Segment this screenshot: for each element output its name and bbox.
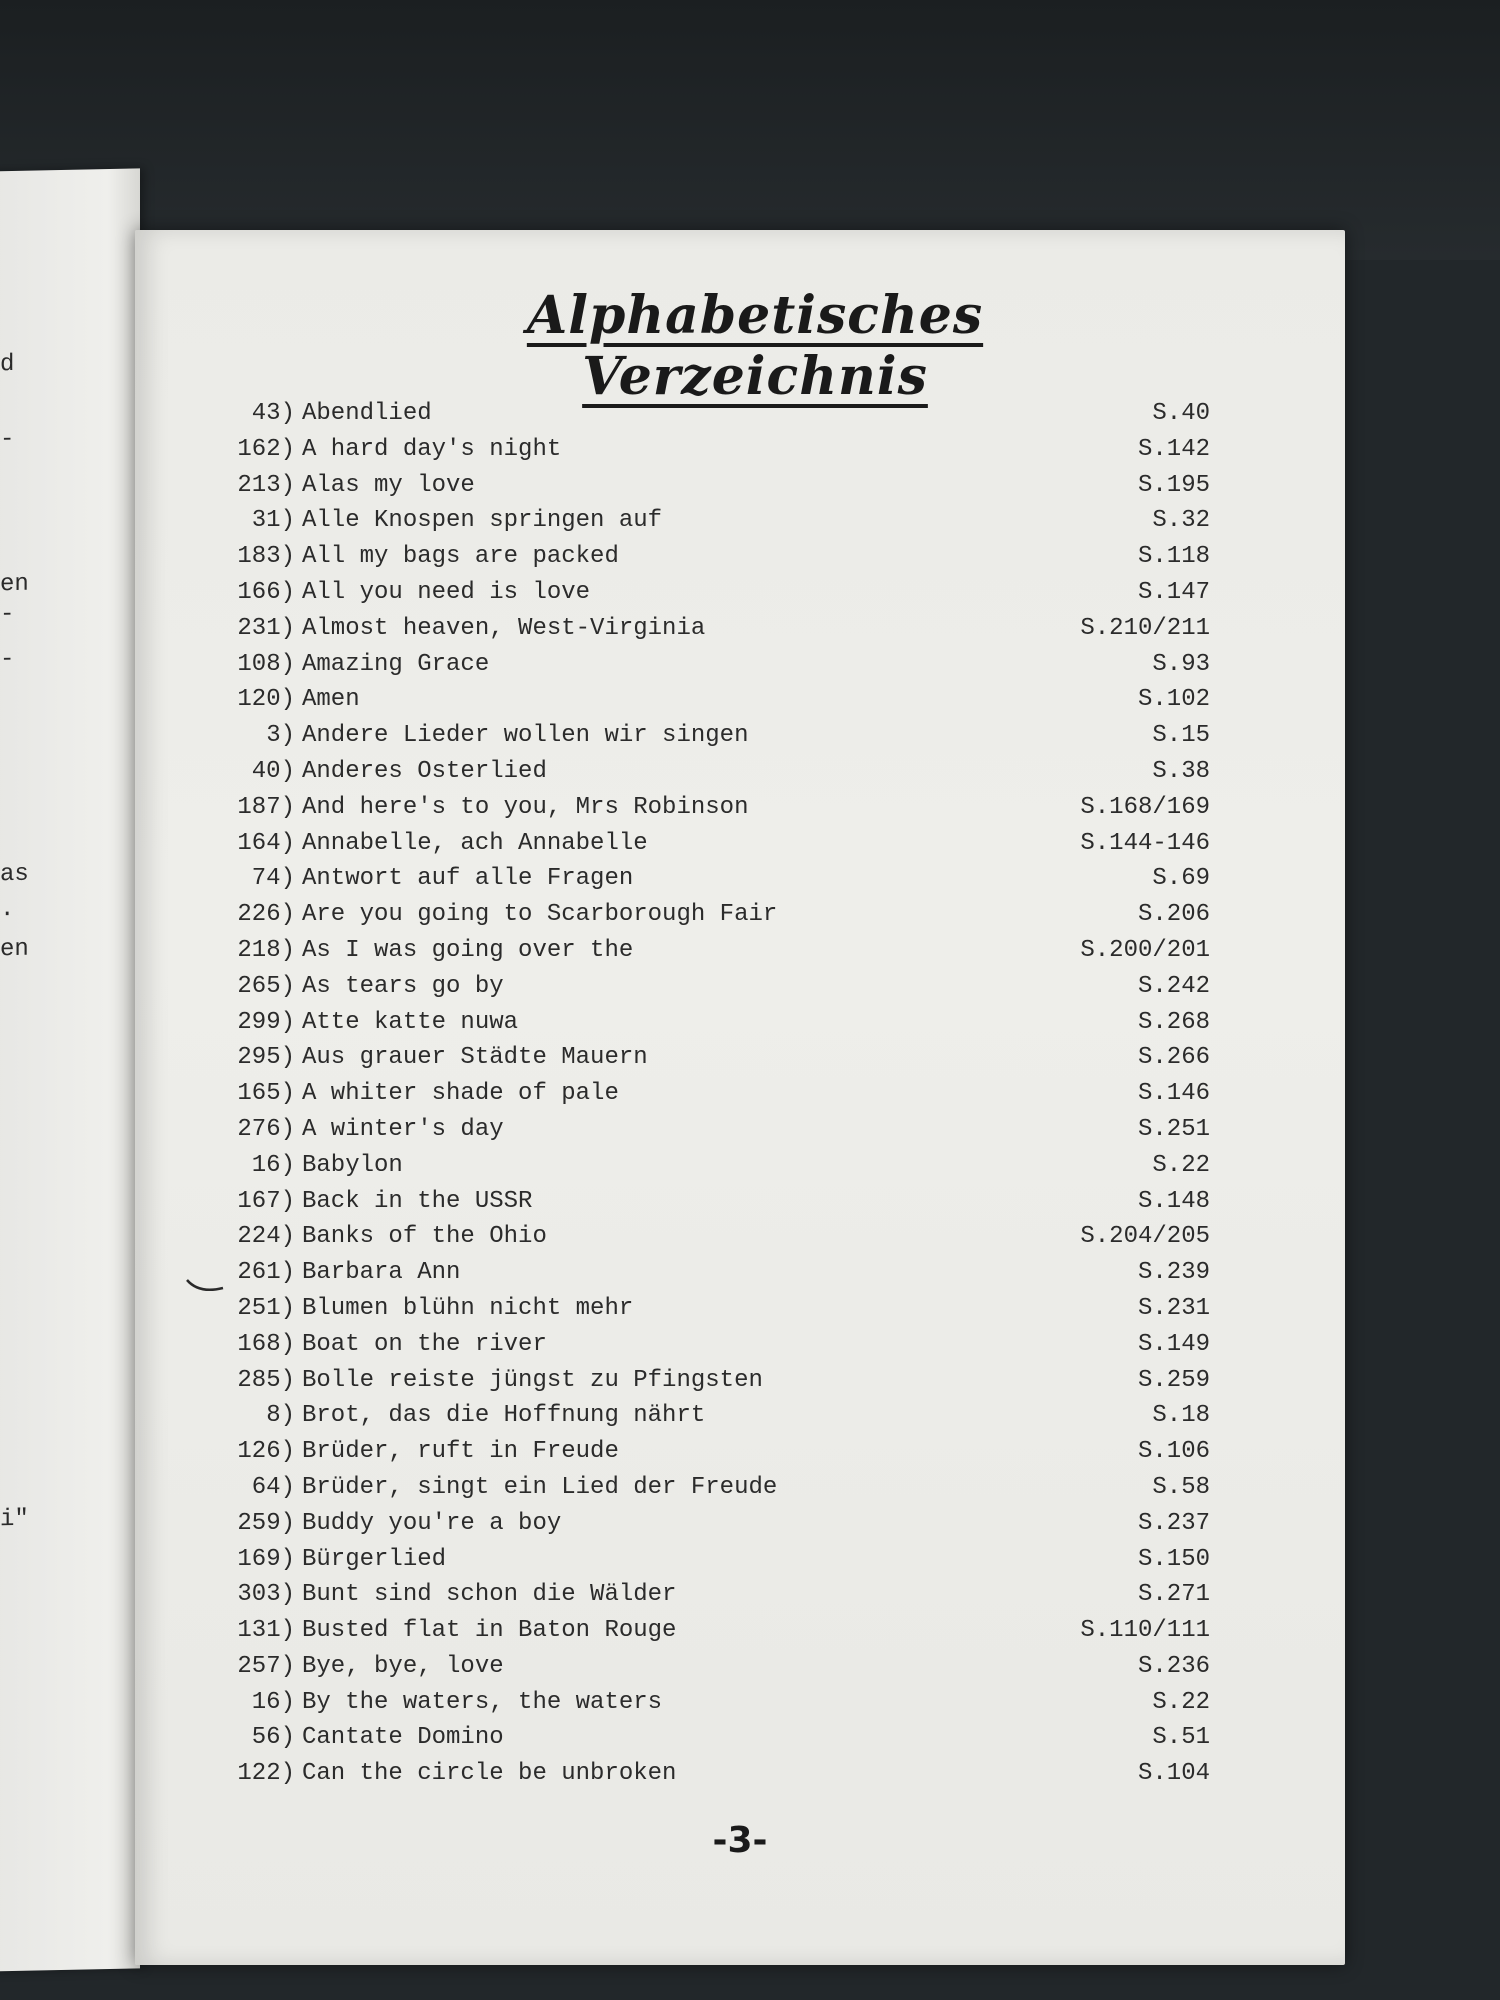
- list-item: [135, 1653, 1345, 1689]
- entry-title: Are you going to Scarborough Fair: [302, 901, 778, 929]
- entry-number: 261): [237, 1259, 295, 1287]
- entry-title: Brot, das die Hoffnung nährt: [302, 1402, 706, 1430]
- left-page-fragment: -: [0, 600, 15, 629]
- entry-page: S.149: [1137, 1330, 1210, 1358]
- entry-number: 183): [237, 543, 295, 571]
- entry-title: Brüder, ruft in Freude: [302, 1438, 619, 1466]
- list-item: [135, 1188, 1345, 1224]
- entry-number: 259): [237, 1509, 295, 1537]
- entry-page: S.239: [1137, 1259, 1210, 1287]
- entry-number: 164): [237, 829, 295, 857]
- entry-number: 265): [237, 972, 295, 1000]
- entry-number: 218): [237, 936, 295, 964]
- entry-title: A whiter shade of pale: [302, 1080, 619, 1108]
- entry-number: 165): [237, 1080, 295, 1108]
- entry-title: Almost heaven, West-Virginia: [302, 614, 706, 642]
- list-item: [135, 1259, 1345, 1295]
- list-item: [135, 937, 1345, 973]
- entry-number: 16): [251, 1151, 295, 1179]
- list-item: [135, 1009, 1345, 1045]
- entry-number: 162): [237, 435, 295, 463]
- entry-page: S.206: [1137, 901, 1210, 929]
- page-title: Alphabetisches Verzeichnis: [526, 285, 984, 407]
- entry-page: S.150: [1137, 1545, 1210, 1573]
- entry-page: S.251: [1137, 1115, 1210, 1143]
- entry-title: Anderes Osterlied: [302, 757, 547, 785]
- list-item: [135, 400, 1345, 436]
- entry-title: Can the circle be unbroken: [302, 1760, 677, 1788]
- entry-title: Annabelle, ach Annabelle: [302, 829, 648, 857]
- entry-number: 224): [237, 1223, 295, 1251]
- entry-page: S.236: [1137, 1652, 1210, 1680]
- left-page-fragment: -: [0, 425, 15, 454]
- list-item: [135, 973, 1345, 1009]
- entry-number: 3): [266, 722, 295, 750]
- entry-number: 167): [237, 1187, 295, 1215]
- list-item: [135, 1546, 1345, 1582]
- entry-title: Bunt sind schon die Wälder: [302, 1581, 677, 1609]
- entry-page: S.148: [1137, 1187, 1210, 1215]
- list-item: [135, 436, 1345, 472]
- entry-title: As tears go by: [302, 972, 504, 1000]
- entry-page: S.144-146: [1080, 829, 1210, 857]
- entry-title: Buddy you're a boy: [302, 1509, 562, 1537]
- list-item: [135, 1760, 1345, 1796]
- entry-number: 56): [251, 1724, 295, 1752]
- entry-page: S.168/169: [1080, 793, 1210, 821]
- entry-number: 120): [237, 686, 295, 714]
- entry-title: Blumen blühn nicht mehr: [302, 1294, 634, 1322]
- left-page-fragment: en: [0, 935, 29, 964]
- entry-number: 43): [251, 400, 295, 427]
- entry-page: S.22: [1152, 1688, 1210, 1716]
- entry-number: 108): [237, 650, 295, 678]
- table-surface: [0, 0, 1500, 260]
- list-item: [135, 1116, 1345, 1152]
- entry-title: As I was going over the: [302, 936, 634, 964]
- entry-number: 8): [266, 1402, 295, 1430]
- entry-title: By the waters, the waters: [302, 1688, 663, 1716]
- entry-title: Aus grauer Städte Mauern: [302, 1044, 648, 1072]
- entry-title: Amen: [302, 686, 360, 714]
- list-item: [135, 865, 1345, 901]
- entry-number: 16): [251, 1688, 295, 1716]
- entry-number: 251): [237, 1294, 295, 1322]
- entry-title: All my bags are packed: [302, 543, 619, 571]
- entry-number: 295): [237, 1044, 295, 1072]
- list-item: [135, 507, 1345, 543]
- list-item: [135, 794, 1345, 830]
- entry-page: S.142: [1137, 435, 1210, 463]
- entry-number: 131): [237, 1617, 295, 1645]
- table-of-contents: [135, 400, 1345, 1796]
- entry-title: Atte katte nuwa: [302, 1008, 519, 1036]
- entry-page: S.210/211: [1080, 614, 1210, 642]
- list-item: [135, 651, 1345, 687]
- entry-title: Barbara Ann: [302, 1259, 461, 1287]
- page-number: -3-: [712, 1820, 768, 1861]
- left-page-fragment: en: [0, 570, 29, 599]
- entry-number: 166): [237, 578, 295, 606]
- entry-page: S.146: [1137, 1080, 1210, 1108]
- entry-page: S.231: [1137, 1294, 1210, 1322]
- entry-title: Banks of the Ohio: [302, 1223, 547, 1251]
- list-item: [135, 1724, 1345, 1760]
- entry-title: Alas my love: [302, 471, 475, 499]
- left-page-fragment: .: [0, 895, 15, 924]
- entry-page: S.110/111: [1080, 1617, 1210, 1645]
- list-item: [135, 830, 1345, 866]
- list-item: [135, 686, 1345, 722]
- list-item: [135, 1331, 1345, 1367]
- entry-number: 276): [237, 1115, 295, 1143]
- list-item: [135, 901, 1345, 937]
- left-page-fragment: d: [0, 350, 15, 379]
- list-item: [135, 615, 1345, 651]
- entry-page: S.271: [1137, 1581, 1210, 1609]
- list-item: [135, 758, 1345, 794]
- left-page-fragment: -: [0, 645, 15, 674]
- entry-title: Cantate Domino: [302, 1724, 504, 1752]
- list-item: [135, 1617, 1345, 1653]
- entry-number: 299): [237, 1008, 295, 1036]
- entry-title: Alle Knospen springen auf: [302, 507, 663, 535]
- entry-title: Babylon: [302, 1151, 403, 1179]
- entry-page: S.200/201: [1080, 936, 1210, 964]
- entry-title: Bolle reiste jüngst zu Pfingsten: [302, 1366, 763, 1394]
- entry-page: S.106: [1137, 1438, 1210, 1466]
- entry-title: Bye, bye, love: [302, 1652, 504, 1680]
- entry-number: 257): [237, 1652, 295, 1680]
- list-item: [135, 579, 1345, 615]
- entry-page: S.195: [1137, 471, 1210, 499]
- list-item: [135, 472, 1345, 508]
- list-item: [135, 1295, 1345, 1331]
- entry-title: Boat on the river: [302, 1330, 547, 1358]
- list-item: [135, 1152, 1345, 1188]
- list-item: [135, 1438, 1345, 1474]
- list-item: [135, 1474, 1345, 1510]
- entry-title: Bürgerlied: [302, 1545, 447, 1573]
- entry-page: S.18: [1152, 1402, 1210, 1430]
- entry-number: 122): [237, 1760, 295, 1788]
- entry-page: S.22: [1152, 1151, 1210, 1179]
- entry-title: Back in the USSR: [302, 1187, 533, 1215]
- entry-title: Busted flat in Baton Rouge: [302, 1617, 677, 1645]
- list-item: [135, 1223, 1345, 1259]
- entry-number: 303): [237, 1581, 295, 1609]
- list-item: [135, 1689, 1345, 1725]
- left-page: [0, 168, 140, 1971]
- entry-title: Abendlied: [302, 400, 432, 427]
- entry-number: 187): [237, 793, 295, 821]
- entry-page: S.266: [1137, 1044, 1210, 1072]
- entry-number: 231): [237, 614, 295, 642]
- entry-page: S.40: [1152, 400, 1210, 427]
- entry-title: Brüder, singt ein Lied der Freude: [302, 1473, 778, 1501]
- entry-title: All you need is love: [302, 578, 591, 606]
- entry-number: 74): [251, 865, 295, 893]
- list-item: [135, 1080, 1345, 1116]
- entry-page: S.38: [1152, 757, 1210, 785]
- entry-page: S.259: [1137, 1366, 1210, 1394]
- list-item: [135, 1367, 1345, 1403]
- entry-number: 40): [251, 757, 295, 785]
- entry-page: S.268: [1137, 1008, 1210, 1036]
- list-item: [135, 1402, 1345, 1438]
- entry-number: 64): [251, 1473, 295, 1501]
- entry-page: S.237: [1137, 1509, 1210, 1537]
- list-item: [135, 1044, 1345, 1080]
- entry-title: Amazing Grace: [302, 650, 490, 678]
- entry-number: 126): [237, 1438, 295, 1466]
- entry-title: Antwort auf alle Fragen: [302, 865, 634, 893]
- entry-number: 168): [237, 1330, 295, 1358]
- list-item: [135, 1510, 1345, 1546]
- entry-number: 169): [237, 1545, 295, 1573]
- entry-title: A hard day's night: [302, 435, 562, 463]
- entry-title: Andere Lieder wollen wir singen: [302, 722, 749, 750]
- entry-page: S.102: [1137, 686, 1210, 714]
- entry-page: S.32: [1152, 507, 1210, 535]
- entry-number: 31): [251, 507, 295, 535]
- entry-number: 285): [237, 1366, 295, 1394]
- entry-page: S.15: [1152, 722, 1210, 750]
- entry-page: S.104: [1137, 1760, 1210, 1788]
- entry-page: S.118: [1137, 543, 1210, 571]
- entry-page: S.204/205: [1080, 1223, 1210, 1251]
- entry-page: S.242: [1137, 972, 1210, 1000]
- index-page: [135, 230, 1345, 1965]
- entry-page: S.147: [1137, 578, 1210, 606]
- left-page-fragment: as: [0, 860, 29, 889]
- entry-title: A winter's day: [302, 1115, 504, 1143]
- entry-number: 226): [237, 901, 295, 929]
- entry-page: S.93: [1152, 650, 1210, 678]
- list-item: [135, 1581, 1345, 1617]
- list-item: [135, 722, 1345, 758]
- list-item: [135, 543, 1345, 579]
- entry-title: And here's to you, Mrs Robinson: [302, 793, 749, 821]
- entry-page: S.69: [1152, 865, 1210, 893]
- left-page-fragment: i": [0, 1505, 29, 1534]
- entry-page: S.58: [1152, 1473, 1210, 1501]
- entry-number: 213): [237, 471, 295, 499]
- entry-page: S.51: [1152, 1724, 1210, 1752]
